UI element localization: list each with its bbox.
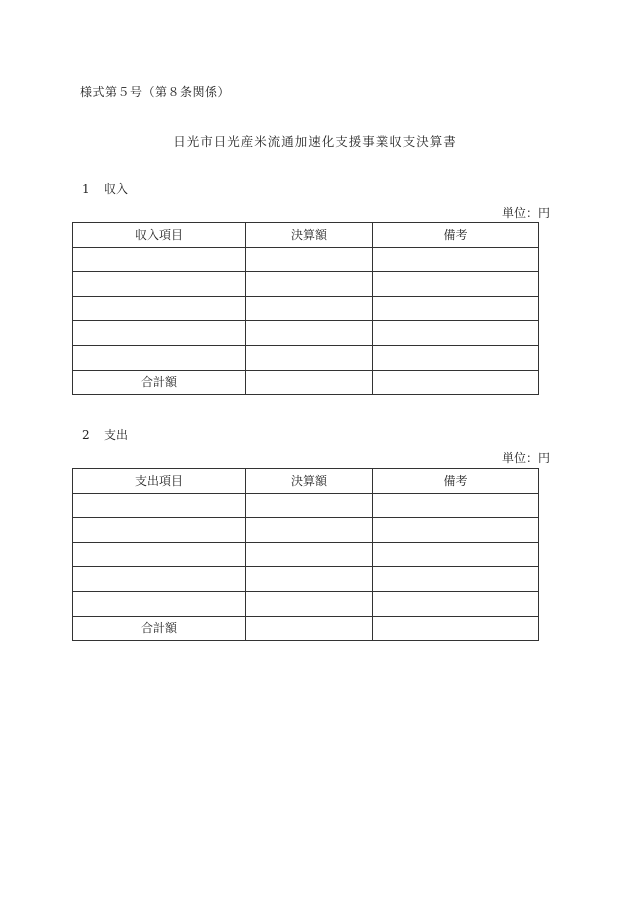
amount-cell[interactable]	[246, 567, 373, 592]
amount-cell[interactable]	[246, 518, 373, 543]
table-row	[73, 542, 539, 567]
column-header-item: 収入項目	[73, 223, 246, 248]
remarks-cell[interactable]	[373, 542, 539, 567]
table-row	[73, 247, 539, 272]
table-row	[73, 296, 539, 321]
item-cell[interactable]	[73, 247, 246, 272]
total-remarks-cell[interactable]	[373, 616, 539, 641]
total-row	[73, 616, 539, 641]
total-amount-cell[interactable]	[246, 370, 373, 395]
expenditure-table	[72, 468, 539, 641]
column-header-amount: 決算額	[246, 223, 373, 248]
item-cell[interactable]	[73, 321, 246, 346]
total-row	[73, 370, 539, 395]
amount-cell[interactable]	[246, 591, 373, 616]
amount-cell[interactable]	[246, 345, 373, 370]
remarks-cell[interactable]	[373, 567, 539, 592]
item-cell[interactable]	[73, 591, 246, 616]
remarks-cell[interactable]	[373, 296, 539, 321]
income-section-heading	[82, 180, 128, 197]
remarks-cell[interactable]	[373, 493, 539, 518]
amount-cell[interactable]	[246, 296, 373, 321]
table-header-row	[73, 223, 539, 248]
document-title: 日光市日光産米流通加速化支援事業収支決算書	[173, 134, 457, 149]
table-row	[73, 272, 539, 297]
section-number: 2	[82, 428, 90, 442]
remarks-cell[interactable]	[373, 591, 539, 616]
table-row	[73, 493, 539, 518]
section-title: 支出	[104, 428, 129, 442]
amount-cell[interactable]	[246, 272, 373, 297]
item-cell[interactable]	[73, 296, 246, 321]
remarks-cell[interactable]	[373, 321, 539, 346]
item-cell[interactable]	[73, 567, 246, 592]
expenditure-unit-label: 単位：円	[501, 451, 550, 465]
section-number: 1	[82, 182, 90, 196]
table-header-row	[73, 469, 539, 494]
column-header-item: 支出項目	[73, 469, 246, 494]
income-table	[72, 222, 539, 395]
section-title: 収入	[104, 182, 129, 196]
total-label: 合計額	[73, 616, 246, 641]
amount-cell[interactable]	[246, 247, 373, 272]
table-row	[73, 591, 539, 616]
expenditure-section-heading	[82, 426, 128, 443]
column-header-remarks: 備考	[373, 469, 539, 494]
total-amount-cell[interactable]	[246, 616, 373, 641]
table-row	[73, 518, 539, 543]
form-number: 様式第５号（第８条関係）	[80, 85, 231, 99]
income-unit-label: 単位：円	[501, 206, 550, 220]
amount-cell[interactable]	[246, 321, 373, 346]
table-row	[73, 567, 539, 592]
item-cell[interactable]	[73, 518, 246, 543]
total-remarks-cell[interactable]	[373, 370, 539, 395]
amount-cell[interactable]	[246, 493, 373, 518]
item-cell[interactable]	[73, 345, 246, 370]
remarks-cell[interactable]	[373, 345, 539, 370]
item-cell[interactable]	[73, 493, 246, 518]
remarks-cell[interactable]	[373, 247, 539, 272]
item-cell[interactable]	[73, 542, 246, 567]
total-label: 合計額	[73, 370, 246, 395]
amount-cell[interactable]	[246, 542, 373, 567]
column-header-remarks: 備考	[373, 223, 539, 248]
item-cell[interactable]	[73, 272, 246, 297]
table-row	[73, 345, 539, 370]
table-row	[73, 321, 539, 346]
remarks-cell[interactable]	[373, 518, 539, 543]
column-header-amount: 決算額	[246, 469, 373, 494]
remarks-cell[interactable]	[373, 272, 539, 297]
